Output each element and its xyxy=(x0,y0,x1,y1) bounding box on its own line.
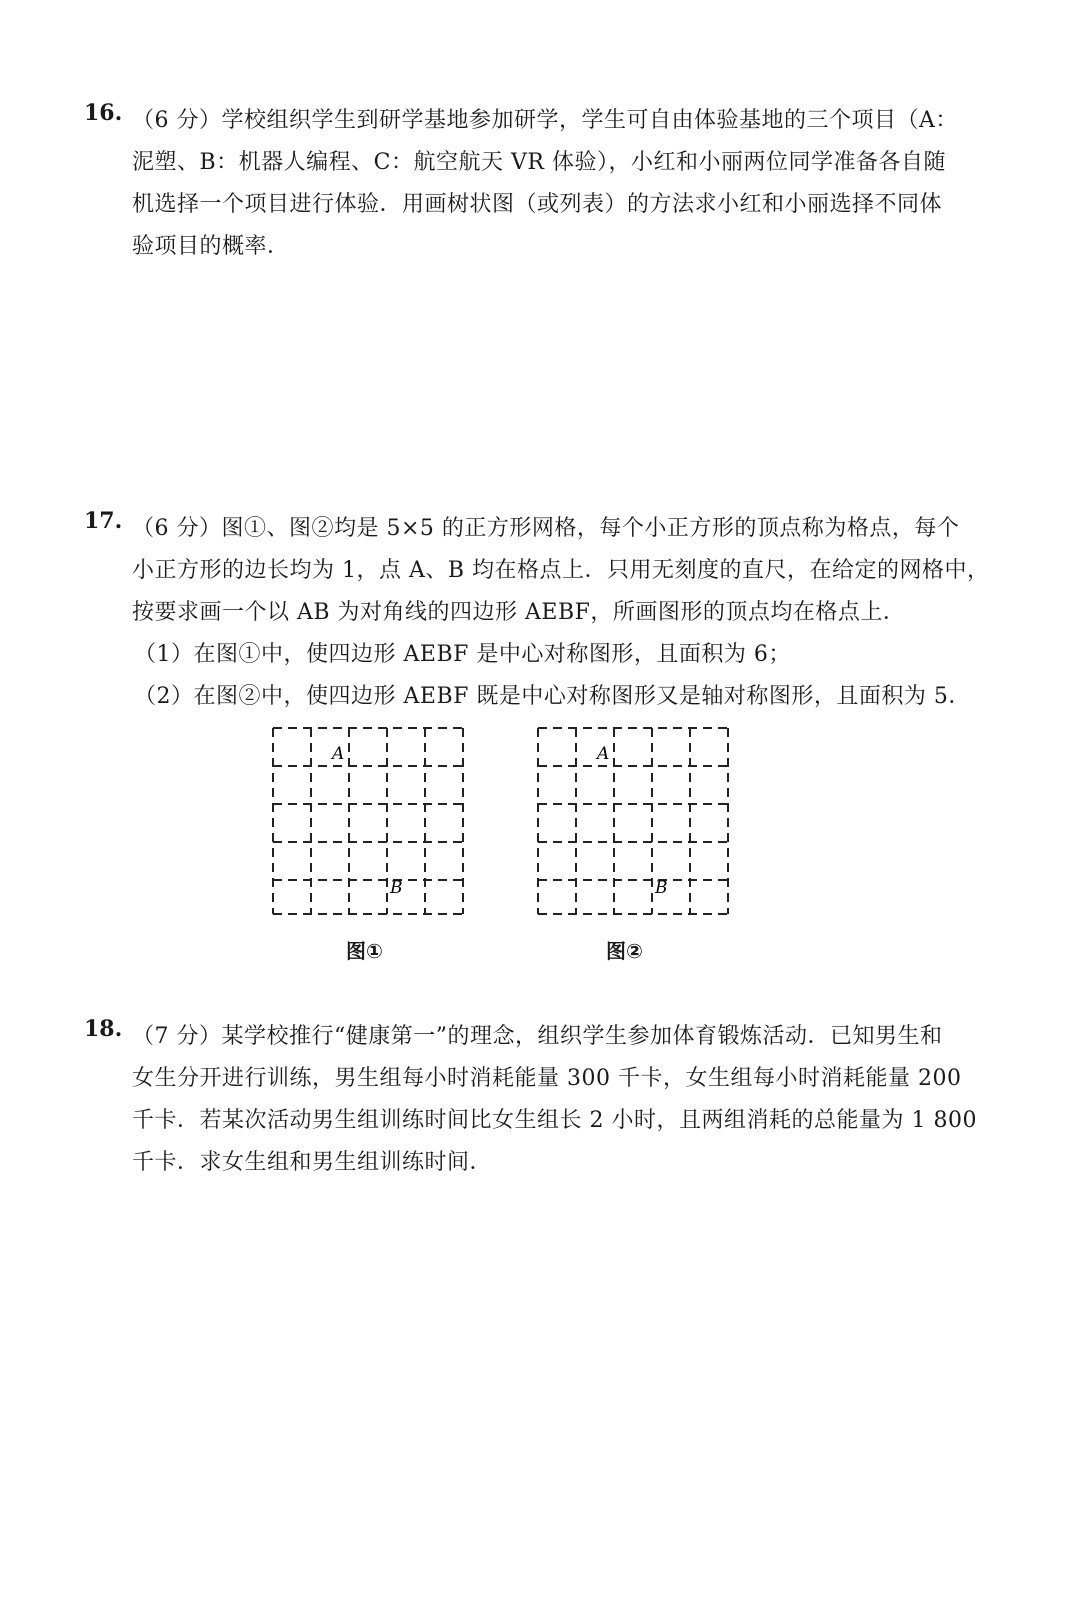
sub-question-1: （1）在图①中，使四边形 AEBF 是中心对称图形，且面积为 6； xyxy=(134,642,791,667)
point-b-label: B xyxy=(655,878,668,898)
question-text-line: （6 分）学校组织学生到研学基地参加研学，学生可自由体验基地的三个项目（A： xyxy=(132,108,958,133)
question-text-line: 验项目的概率． xyxy=(132,234,290,259)
grid-5x5-1 xyxy=(270,725,466,917)
figure-2-caption: 图② xyxy=(606,939,643,963)
figure-1-caption: 图① xyxy=(346,939,383,963)
sub-question-2: （2）在图②中，使四边形 AEBF 既是中心对称图形又是轴对称图形，且面积为 5． xyxy=(134,684,971,709)
question-text-line: 按要求画一个以 AB 为对角线的四边形 AEBF，所画图形的顶点均在格点上． xyxy=(132,600,906,625)
question-number: 18. xyxy=(84,1016,123,1042)
question-text-line: 女生分开进行训练，男生组每小时消耗能量 300 千卡，女生组每小时消耗能量 200 xyxy=(132,1066,962,1091)
question-text-line: 小正方形的边长均为 1，点 A、B 均在格点上．只用无刻度的直尺，在给定的网格中， xyxy=(132,558,990,583)
point-b-label: B xyxy=(390,878,403,898)
question-text-line: （7 分）某学校推行“健康第一”的理念，组织学生参加体育锻炼活动．已知男生和 xyxy=(132,1024,943,1049)
question-text-line: 机选择一个项目进行体验．用画树状图（或列表）的方法求小红和小丽选择不同体 xyxy=(132,192,943,217)
question-number: 16. xyxy=(84,100,123,126)
grid-figure-2 xyxy=(535,725,731,917)
grid-lines xyxy=(538,728,728,914)
grid-lines xyxy=(273,728,463,914)
question-16 xyxy=(84,100,1004,268)
question-18 xyxy=(84,1016,1004,1184)
point-a-label: A xyxy=(332,744,345,764)
question-text-line: 千卡．若某次活动男生组训练时间比女生组长 2 小时，且两组消耗的总能量为 1 800 xyxy=(132,1108,977,1133)
question-text-line: （6 分）图①、图②均是 5×5 的正方形网格，每个小正方形的顶点称为格点，每个 xyxy=(132,516,960,541)
question-number: 17. xyxy=(84,508,123,534)
question-17 xyxy=(84,508,1004,718)
grid-5x5-2 xyxy=(535,725,731,917)
grid-figure-1 xyxy=(270,725,466,917)
question-text-line: 千卡．求女生组和男生组训练时间． xyxy=(132,1150,493,1175)
point-a-label: A xyxy=(597,744,610,764)
question-text-line: 泥塑、B：机器人编程、C：航空航天 VR 体验），小红和小丽两位同学准备各自随 xyxy=(132,150,946,175)
